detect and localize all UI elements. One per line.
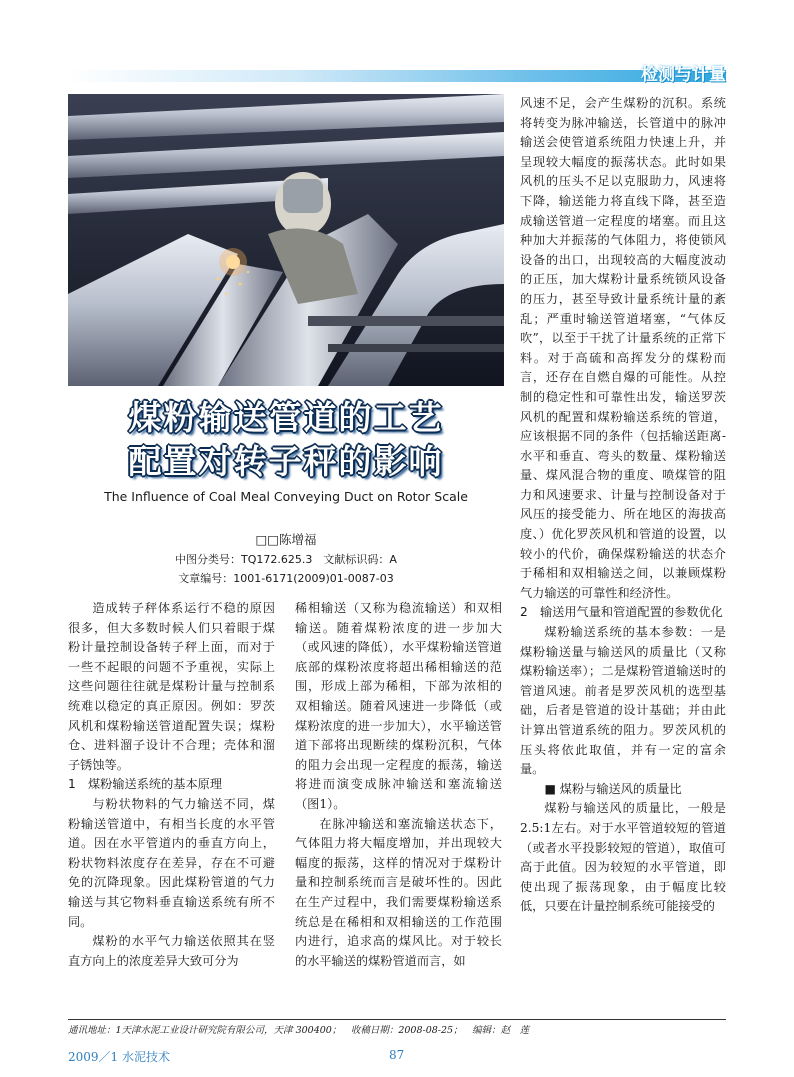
paragraph: 造成转子秤体系运行不稳的原因很多，但大多数时候人们只着眼于煤粉计量控制设备转子秤上面，而对于一些不起眼的问题不予重视，实际上这些问题往往就是煤粉计量与控制系统难以稳定的真正原因。例如：罗茨风机和煤粉输送管道配置失误；煤粉仓、进料溜子设计不合理；壳体和溜子锈蚀等。 <box>68 601 275 772</box>
paragraph: 煤粉与输送风的质量比，一般是2.5:1左右。对于水平管道较短的管道（或者水平投影较短的管道），取值可高于此值。因为较短的水平管道，即使出现了振荡现象，由于幅度比较低，只要在计量控制系统可能接受的 <box>520 801 726 914</box>
paragraph: 煤粉输送系统的基本参数：一是煤粉输送量与输送风的质量比（又称煤粉输送率）；二是煤粉管道输送时的管道风速。前者是罗茨风机的选型基础，后者是管道的设计基础；并由此计算出管道系统的阻力。罗茨风机的压头将依此取值，并有一定的富余量。 <box>520 625 726 777</box>
pipeline-welder-illustration <box>68 94 504 386</box>
section-header: 检测与计量 <box>641 65 726 85</box>
page-number: 87 <box>389 1048 405 1062</box>
article-number: 文章编号：1001-6171(2009)01-0087-03 <box>178 572 394 585</box>
paragraph: 与粉状物料的气力输送不同，煤粉输送管道中，有相当长度的水平管道。因在水平管道内的垂直方向上，粉状物料浓度存在差异，存在不可避免的沉降现象。因此煤粉管道的气力输送与其它物料垂直输送系统有所不同。 <box>68 796 275 929</box>
title-line-1: 煤粉输送管道的工艺 <box>128 398 444 437</box>
footnote: 通讯地址：1天津水泥工业设计研究院有限公司，天津 300400； 收稿日期：2008-08-25； 编辑：赵 莲 <box>68 1025 530 1036</box>
title-english: The Influence of Coal Meal Conveying Duct on Rotor Scale <box>104 489 468 504</box>
column-2 <box>295 599 502 971</box>
footnote-rule <box>68 1019 726 1020</box>
article-photo <box>68 94 504 386</box>
column-1 <box>68 599 275 971</box>
journal-issue: 2009／1 水泥技术 <box>68 1050 170 1064</box>
classification-line: 中图分类号：TQ172.625.3 文献标识码：A <box>175 553 397 566</box>
paragraph: 风速不足，会产生煤粉的沉积。系统将转变为脉冲输送，长管道中的脉冲输送会使管道系统阻力快速上升，并呈现较大幅度的振荡状态。此时如果风机的压头不足以克服助力，风速将下降，输送能力将直线下降，甚至造成输送管道一定程度的堵塞。而且这种加大并振荡的气体阻力，将使锁风设备的出口，出现较高的大幅度波动的正压，加大煤粉计量系统锁风设备的压力，甚至导致计量系统计量的紊乱；严重时输送管道堵塞，“气体反吹”，以至于干扰了计量系统的正常下料。对于高硫和高挥发分的煤粉而言，还存在自燃自爆的可能性。从控制的稳定性和可靠性出发，输送罗茨风机的配置和煤粉输送系统的管道，应该根据不同的条件（包括输送距离-水平和垂直、弯头的数量、煤粉输送量、煤风混合物的重度、喷煤管的阻力和风速要求、计量与控制设备对于风压的接受能力、所在地区的海拔高度、）优化罗茨风机和管道的设置，以较小的代价，确保煤粉输送的状态介于稀相和双相输送之间，以兼顾煤粉气力输送的可靠性和经济性。 <box>520 96 726 600</box>
paragraph: 在脉冲输送和塞流输送状态下，气体阻力将大幅度增加，并出现较大幅度的振荡，这样的情况对于煤粉计量和控制系统而言是破坏性的。因此在生产过程中，我们需要煤粉输送系统总是在稀相和双相输送的工作范围内进行，追求高的煤风比。对于较长的水平输送的煤粉管道而言，如 <box>295 816 502 968</box>
section-heading: 2 输送用气量和管道配置的参数优化 <box>520 605 723 620</box>
section-heading: 1 煤粉输送系统的基本原理 <box>68 777 223 792</box>
title-line-2: 配置对转子秤的影响 <box>128 442 444 481</box>
paragraph: 煤粉的水平气力输送依照其在竖直方向上的浓度差异大致可分为 <box>68 934 275 968</box>
header-gradient-bar <box>68 70 726 82</box>
author: □□陈增福 <box>255 532 317 547</box>
column-3 <box>520 94 726 917</box>
paragraph: 稀相输送（又称为稳流输送）和双相输送。随着煤粉浓度的进一步加大（或风速的降低），水平煤粉输送管道底部的煤粉浓度将超出稀相输送的范围，形成上部为稀相，下部为浓相的双相输送。随着风速进一步降低（或煤粉浓度的进一步加大），水平输送管道下部将出现断续的煤粉沉积，气体的阻力会出现一定程度的振荡，输送将进而演变成脉冲输送和塞流输送（图1）。 <box>295 601 502 811</box>
subsection-heading: ■ 煤粉与输送风的质量比 <box>544 781 682 796</box>
